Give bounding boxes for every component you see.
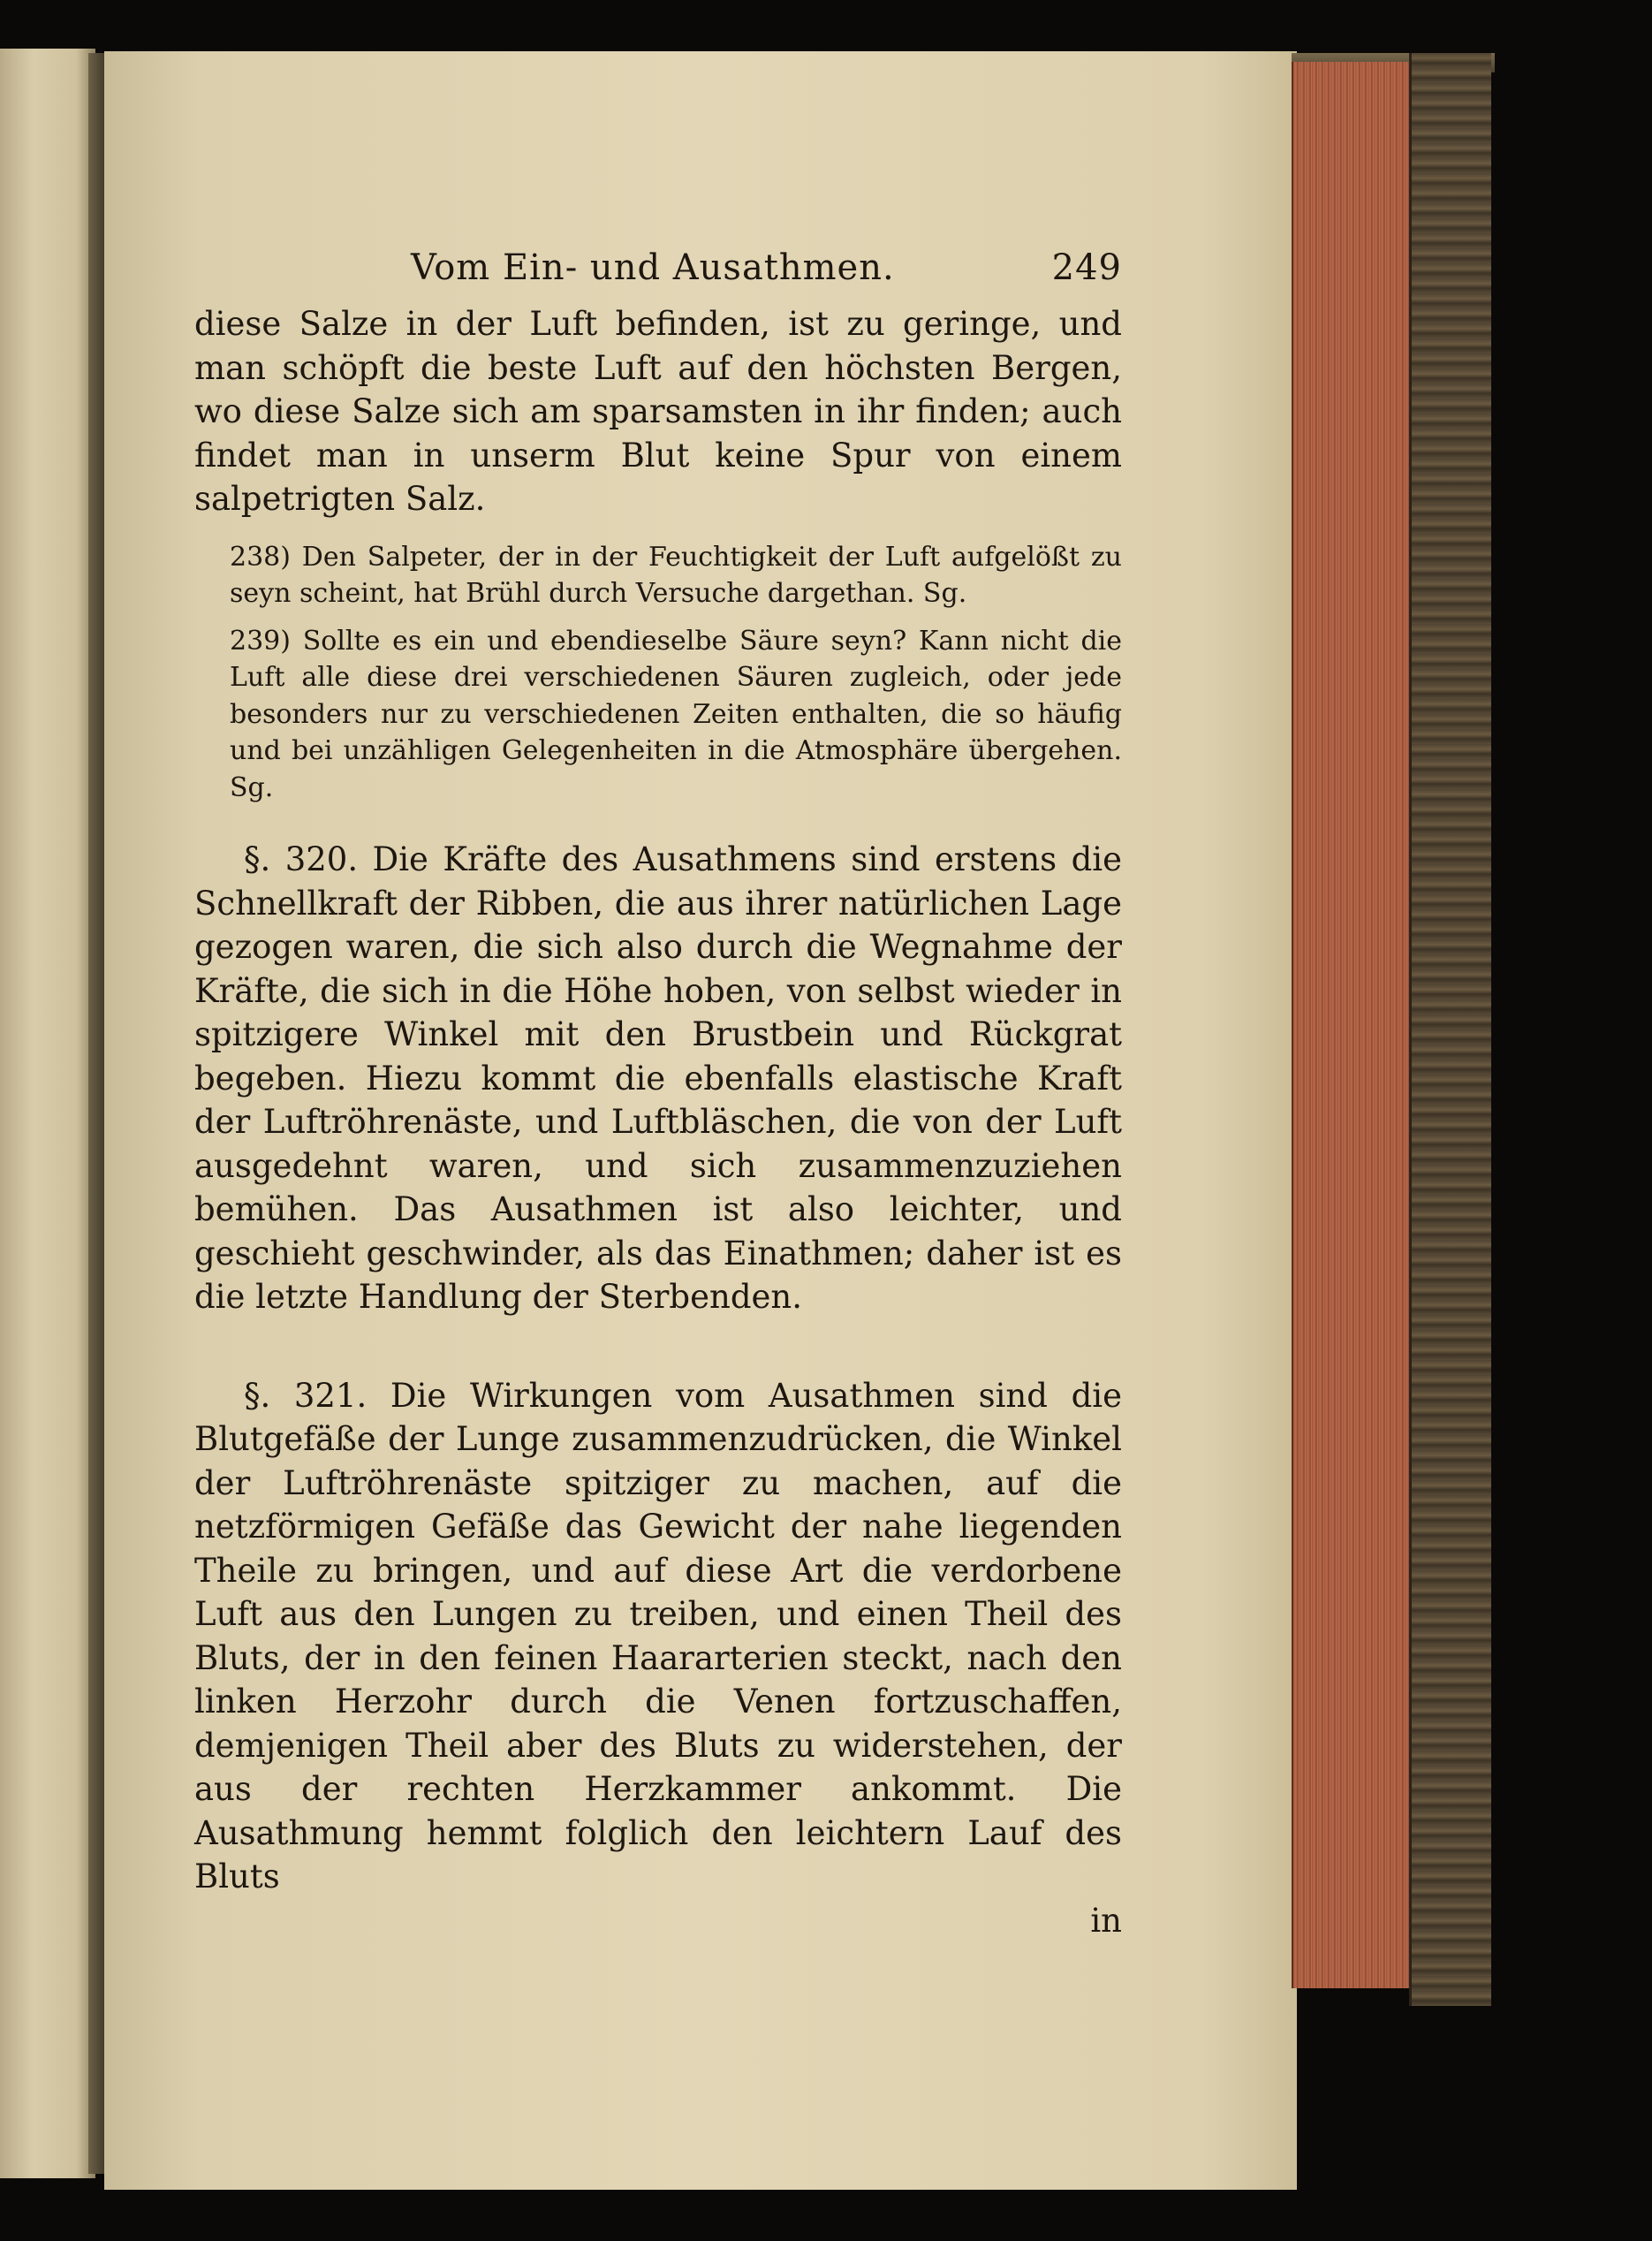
catchword: in bbox=[1090, 1901, 1122, 1940]
footnote-239: 239) Sollte es ein und ebendieselbe Säure seyn? Kann nicht die Luft alle diese drei verschiedenen Säuren zugleich, oder jede besonders nur zu verschiedenen Zeiten enthalten, die so häufig und bei unzähligen Gelegenheiten in die Atmosphäre übergehen. Sg. bbox=[230, 625, 1122, 803]
paragraph-intro: diese Salze in der Luft befinden, ist zu geringe, und man schöpft die beste Luft auf den höchsten Bergen, wo diese Salze sich am sparsamsten in ihr finden; auch findet man in unserm Blut keine Spur von einem salpetrigten Salz. bbox=[194, 305, 1122, 518]
page-text bbox=[194, 239, 1122, 1942]
page-fore-edge bbox=[1292, 62, 1417, 1988]
footnote-238: 238) Den Salpeter, der in der Feuchtigkeit der Luft aufgelößt zu seyn scheint, hat Brühl durch Versuche dargethan. Sg. bbox=[230, 541, 1122, 609]
previous-page-edge bbox=[0, 49, 95, 2178]
section-320: §. 320. Die Kräfte des Ausathmens sind erstens die Schnellkraft der Ribben, die aus ihrer natürlichen Lage gezogen waren, die sich also durch die Wegnahme der Kräfte, die sich in die Höhe hoben, von selbst wieder in spitzigere Winkel mit den Brustbein und Rückgrat begeben. Hiezu kommt die ebenfalls elastische Kraft der Luftröhrenäste, und Luftbläschen, die von der Luft ausgedehnt waren, und sich zusammenzuziehen bemühen. Das Ausathmen ist also leichter, und geschieht geschwinder, als das Einathmen; daher ist es die letzte Handlung der Sterbenden. bbox=[194, 840, 1122, 1316]
running-head bbox=[194, 239, 1122, 292]
book-cover-edge bbox=[1409, 53, 1491, 2006]
section-321: §. 321. Die Wirkungen vom Ausathmen sind die Blutgefäße der Lunge zusammenzudrücken, die Winkel der Luftröhrenäste spitziger zu machen, auf die netzförmigen Gefäße das Gewicht der nahe liegenden Theile zu bringen, und auf diese Art die verdorbene Luft aus den Lungen zu treiben, und einen Theil des Bluts, der in den feinen Haararterien steckt, nach den linken Herzohr durch die Venen fortzuschaffen, demjenigen Theil aber des Bluts zu widerstehen, der aus der rechten Herzkammer ankommt. Die Ausathmung hemmt folglich den leichtern Lauf des Bluts bbox=[194, 1376, 1122, 1895]
running-title: Vom Ein- und Ausathmen. bbox=[411, 247, 895, 288]
page-number: 249 bbox=[1051, 247, 1122, 288]
